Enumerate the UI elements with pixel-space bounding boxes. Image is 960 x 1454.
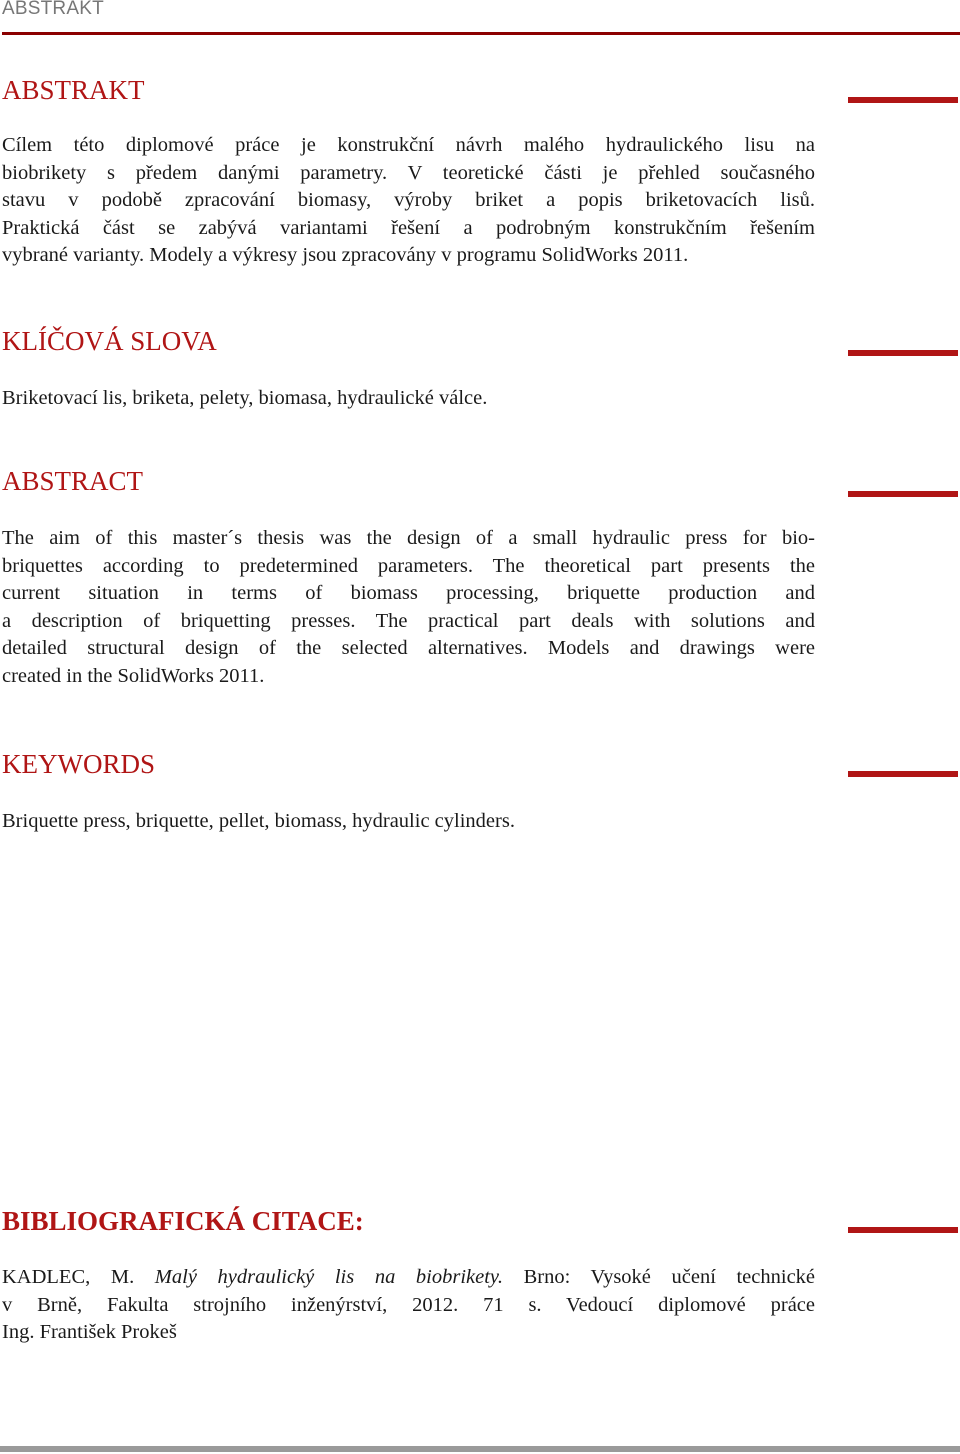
section-accent-bar (848, 771, 958, 777)
abstract-paragraph (2, 525, 815, 690)
abstrakt-line: vybrané varianty. Modely a výkresy jsou zpracovány v programu SolidWorks 2011. (2, 244, 689, 266)
section-accent-bar (848, 350, 958, 356)
section-accent-bar (848, 97, 958, 103)
abstrakt-line: stavu v podobě zpracování biomasy, výroby briket a popis briketovacích lisů. (2, 189, 815, 211)
klicova-slova-line: Briketovací lis, briketa, pelety, biomasa, hydraulické válce. (2, 387, 488, 409)
abstrakt-line: Praktická část se zabývá variantami řešení a podrobným konstrukčním řešením (2, 216, 815, 239)
section-title-abstract: ABSTRACT (2, 466, 144, 496)
abstrakt-paragraph (2, 132, 815, 270)
section-accent-bar (848, 1227, 958, 1233)
citation-publisher: Brno: Vysoké učení technické (523, 1266, 816, 1288)
section-title-klicova-slova: KLÍČOVÁ SLOVA (2, 326, 217, 356)
abstrakt-line: biobrikety s předem danými parametry. V teoretické části je přehled současného (2, 161, 815, 184)
keywords-text (2, 808, 815, 836)
section-title-abstrakt: ABSTRAKT (2, 75, 145, 105)
abstract-line: detailed structural design of the selected alternatives. Models and drawings were (2, 637, 815, 659)
section-accent-bar (848, 491, 958, 497)
citation-line: Ing. František Prokeš (2, 1321, 177, 1343)
abstract-line: created in the SolidWorks 2011. (2, 664, 265, 687)
citation-line: v Brně, Fakulta strojního inženýrství, 2012. 71 s. Vedoucí diplomové práce (2, 1293, 815, 1316)
section-title-citation: BIBLIOGRAFICKÁ CITACE: (2, 1206, 364, 1236)
abstract-line: current situation in terms of biomass processing, briquette production and (2, 582, 815, 604)
abstract-line: The aim of this master´s thesis was the design of a small hydraulic press for bio- (2, 527, 815, 549)
section-title-keywords: KEYWORDS (2, 749, 155, 779)
citation-work-title: Malý hydraulický lis na biobrikety. (154, 1266, 504, 1288)
citation-author: KADLEC, M. (2, 1266, 135, 1288)
abstract-line: a description of briquetting presses. The practical part deals with solutions and (2, 609, 815, 632)
abstract-line: briquettes according to predetermined parameters. The theoretical part presents the (2, 554, 815, 577)
citation-paragraph (2, 1264, 815, 1347)
citation-line (2, 1264, 815, 1292)
keywords-line: Briquette press, briquette, pellet, biomass, hydraulic cylinders. (2, 810, 515, 832)
header-rule (2, 32, 960, 35)
footer-rule (0, 1446, 960, 1452)
klicova-slova-text (2, 385, 815, 413)
running-header-title: ABSTRAKT (2, 0, 104, 19)
abstrakt-line: Cílem této diplomové práce je konstrukční návrh malého hydraulického lisu na (2, 134, 815, 156)
